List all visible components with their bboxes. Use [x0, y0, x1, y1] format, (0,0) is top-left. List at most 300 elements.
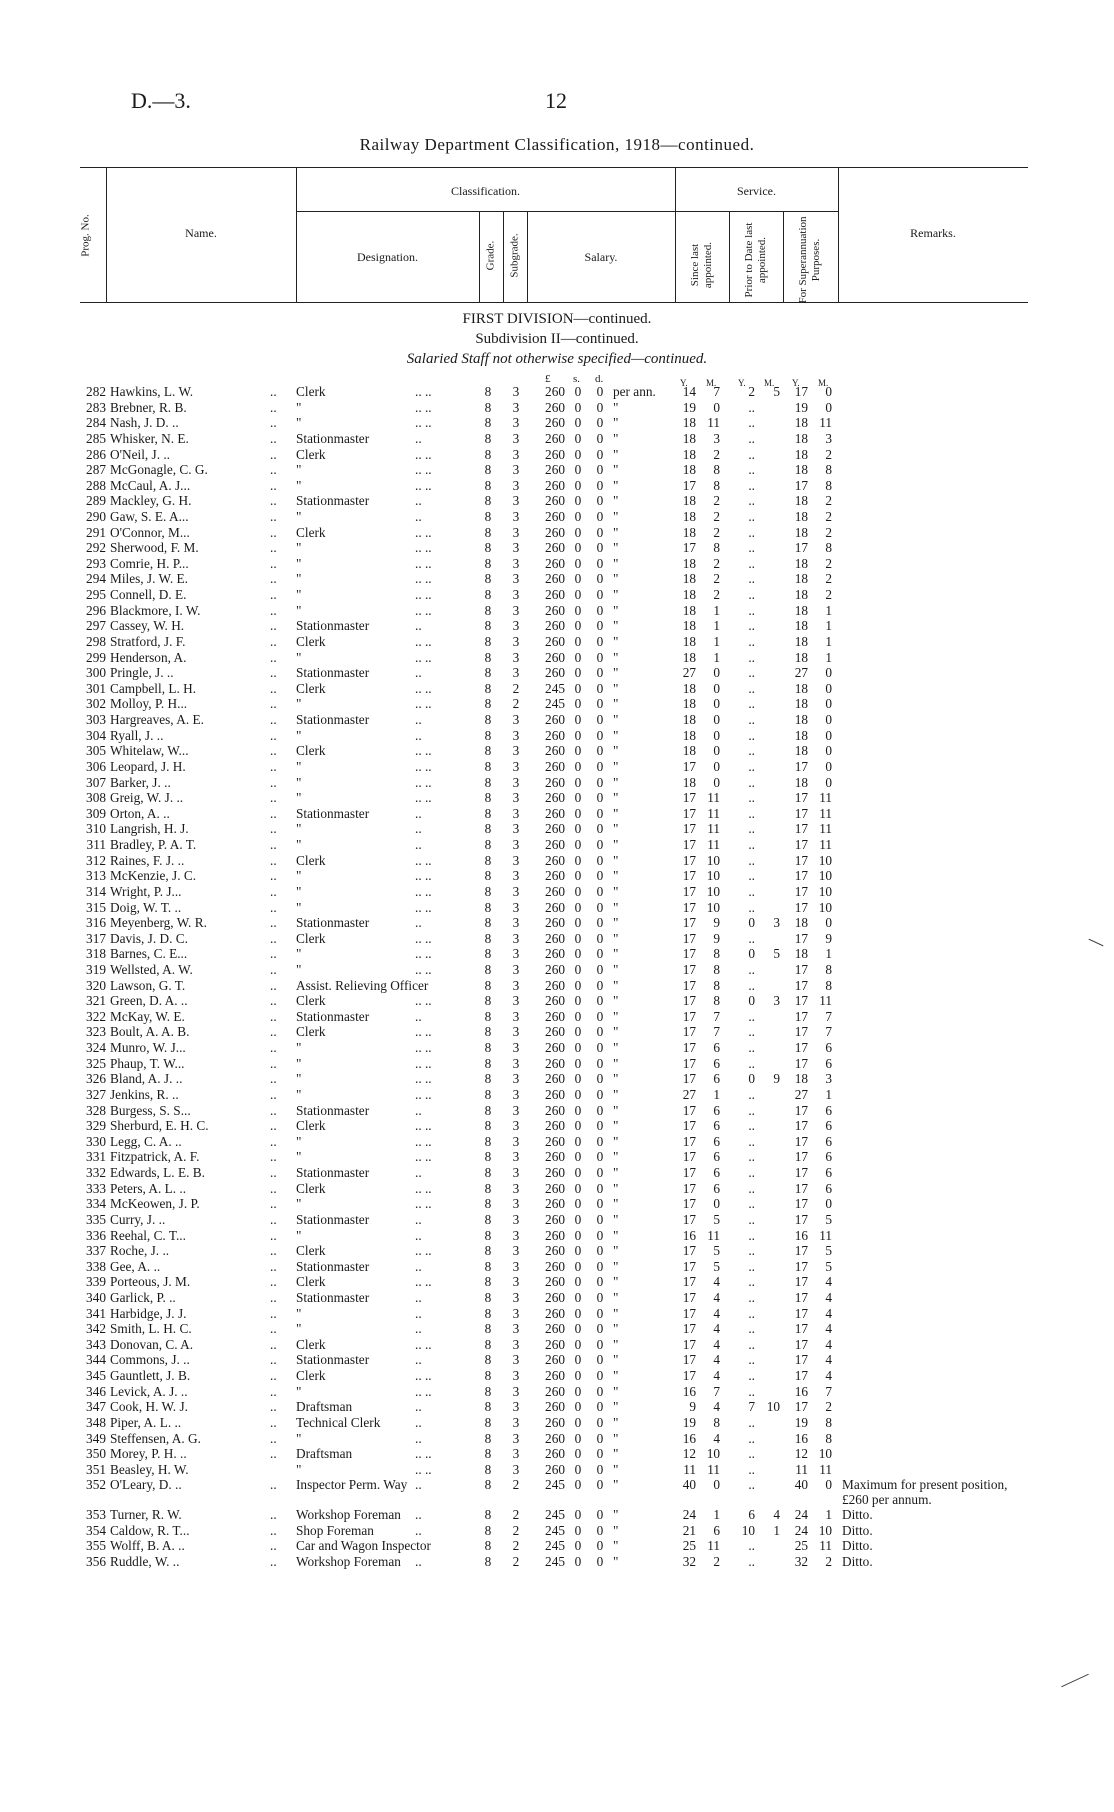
prog-no: 317 — [86, 930, 106, 946]
staff-name: Wolff, B. A. .. — [110, 1538, 185, 1554]
subgrade: 3 — [512, 415, 520, 431]
prog-no: 351 — [86, 1461, 106, 1477]
subgrade: 3 — [512, 1352, 520, 1368]
leader-dots: .. .. — [415, 587, 432, 603]
salary-period: " — [613, 1321, 619, 1337]
since-last-months: 2 — [713, 509, 720, 524]
prior-years: .. — [748, 1368, 755, 1384]
prior-years: .. — [748, 1227, 755, 1243]
prior-years: .. — [748, 587, 755, 603]
since-last-years: 18 — [682, 587, 696, 603]
subgrade: 3 — [512, 1368, 520, 1384]
salary-shillings: 0 — [574, 1149, 582, 1165]
salary-period: " — [613, 1461, 619, 1477]
salary-period: " — [613, 868, 619, 884]
designation: " — [296, 868, 302, 884]
leader-dots: .. .. — [415, 649, 432, 665]
header-subgrade: Subgrade. — [508, 233, 521, 278]
subgrade: 3 — [512, 540, 520, 556]
super-years: 17 — [794, 1118, 808, 1134]
table-row — [0, 1228, 1114, 1244]
table-row — [0, 1134, 1114, 1150]
staff-name: Fitzpatrick, A. F. — [110, 1149, 200, 1165]
salary-period: " — [613, 1196, 619, 1212]
subgrade: 3 — [512, 1243, 520, 1259]
super-months: 10 — [818, 883, 832, 899]
prog-no: 324 — [86, 1040, 106, 1055]
prior-years: .. — [748, 821, 755, 837]
subgrade: 3 — [512, 727, 520, 743]
salary-shillings: 0 — [574, 1102, 582, 1118]
leader-dots: .. — [270, 1538, 277, 1554]
leader-dots: .. .. — [415, 1118, 432, 1134]
prior-years: 2 — [748, 384, 755, 399]
leader-dots: .. .. — [415, 1196, 432, 1212]
salary-pence: 0 — [596, 680, 604, 696]
super-months: 2 — [825, 493, 832, 509]
salary-period: " — [613, 555, 619, 571]
leader-dots: .. — [270, 727, 277, 743]
since-last-months: 3 — [713, 430, 720, 446]
salary-pence: 0 — [596, 415, 604, 431]
salary-period: " — [613, 1024, 619, 1040]
salary-pence: 0 — [596, 1243, 604, 1259]
designation: " — [296, 415, 302, 431]
salary-pounds: 260 — [545, 837, 565, 852]
super-years: 18 — [794, 618, 808, 634]
designation: Car and Wagon Inspector — [296, 1538, 431, 1554]
designation: Clerk — [296, 1118, 326, 1134]
leader-dots: .. — [270, 977, 277, 993]
subgrade: 3 — [512, 712, 520, 727]
staff-name: Barnes, C. E... — [110, 946, 188, 962]
super-years: 16 — [794, 1383, 808, 1399]
salary-period: " — [613, 993, 619, 1009]
salary-shillings: 0 — [574, 1133, 582, 1149]
subgrade: 3 — [512, 1149, 520, 1165]
salary-period: " — [613, 540, 619, 556]
leader-dots: .. — [270, 1086, 277, 1102]
leader-dots: .. — [270, 821, 277, 837]
prog-no: 298 — [86, 633, 106, 649]
since-last-months: 1 — [713, 602, 720, 618]
since-last-months: 8 — [713, 1414, 720, 1430]
staff-name: Barker, J. .. — [110, 774, 171, 790]
salary-shillings: 0 — [574, 696, 582, 712]
leader-dots: .. — [270, 1149, 277, 1165]
since-last-months: 1 — [713, 1086, 720, 1102]
since-last-years: 17 — [682, 1321, 696, 1337]
salary-pence: 0 — [596, 1321, 604, 1337]
leader-dots: .. .. — [415, 774, 432, 790]
salary-pounds: 260 — [545, 1290, 565, 1305]
leader-dots: .. — [270, 696, 277, 712]
leader-dots: .. — [270, 774, 277, 790]
salary-period: " — [613, 1414, 619, 1430]
super-months: 0 — [825, 1477, 832, 1493]
designation: Stationmaster — [296, 712, 370, 727]
table-row — [0, 1118, 1114, 1134]
salary-shillings: 0 — [574, 946, 582, 962]
leader-dots: .. — [270, 946, 277, 962]
super-years: 17 — [794, 1165, 808, 1180]
salary-pounds: 245 — [545, 1538, 565, 1554]
since-last-months: 8 — [713, 946, 720, 962]
grade: 8 — [484, 509, 492, 524]
super-years: 17 — [794, 1243, 808, 1259]
table-row — [0, 618, 1114, 634]
designation: " — [296, 587, 302, 603]
designation: " — [296, 774, 302, 790]
since-last-months: 4 — [713, 1321, 720, 1337]
prior-years: .. — [748, 1430, 755, 1446]
staff-name: Piper, A. L. .. — [110, 1414, 182, 1430]
salary-pence: 0 — [596, 1507, 604, 1522]
prior-years: .. — [748, 1165, 755, 1180]
since-last-years: 19 — [682, 399, 696, 415]
subgrade: 3 — [512, 446, 520, 462]
since-last-months: 7 — [713, 1024, 720, 1040]
since-last-months: 10 — [706, 899, 720, 915]
salary-pence: 0 — [596, 1352, 604, 1368]
header-since-last-appointed: Since last appointed. — [689, 241, 714, 289]
super-months: 8 — [825, 977, 832, 993]
super-years: 18 — [794, 727, 808, 743]
since-last-years: 18 — [682, 509, 696, 524]
grade: 8 — [484, 852, 492, 868]
prior-years: .. — [748, 1352, 755, 1368]
prog-no: 295 — [86, 587, 106, 603]
salary-shillings: 0 — [574, 1008, 582, 1024]
staff-name: Campbell, L. H. — [110, 680, 197, 696]
prog-no: 284 — [86, 415, 106, 431]
since-last-months: 6 — [713, 1522, 720, 1538]
header-divider — [479, 211, 480, 302]
designation: " — [296, 837, 302, 852]
leader-dots: .. — [270, 1227, 277, 1243]
super-years: 17 — [794, 1055, 808, 1071]
salary-pence: 0 — [596, 868, 604, 884]
salary-shillings: 0 — [574, 1040, 582, 1055]
super-months: 1 — [825, 1507, 832, 1522]
super-years: 17 — [794, 1008, 808, 1024]
leader-dots: .. — [415, 1227, 422, 1243]
leader-dots: .. — [415, 1211, 422, 1227]
leader-dots: .. .. — [415, 1336, 432, 1352]
since-last-months: 4 — [713, 1430, 720, 1446]
super-years: 18 — [794, 430, 808, 446]
table-row — [0, 571, 1114, 587]
leader-dots: .. .. — [415, 868, 432, 884]
grade: 8 — [484, 1165, 492, 1180]
designation: " — [296, 649, 302, 665]
leader-dots: .. — [415, 1553, 422, 1569]
designation: " — [296, 540, 302, 556]
document-reference: D.—3. — [131, 88, 191, 113]
staff-name: Wright, P. J... — [110, 883, 182, 899]
prior-months: 3 — [773, 993, 780, 1009]
salary-pence: 0 — [596, 587, 604, 603]
subgrade: 2 — [512, 680, 520, 696]
super-years: 17 — [794, 883, 808, 899]
staff-name: Gee, A. .. — [110, 1258, 161, 1274]
salary-period: " — [613, 1336, 619, 1352]
staff-name: Henderson, A. — [110, 649, 187, 665]
salary-pence: 0 — [596, 977, 604, 993]
staff-name: Brebner, R. B. — [110, 399, 187, 415]
since-last-years: 18 — [682, 555, 696, 571]
leader-dots: .. — [270, 1196, 277, 1212]
salary-pounds: 260 — [545, 1305, 565, 1321]
since-last-months: 11 — [707, 821, 720, 837]
since-last-years: 27 — [682, 1086, 696, 1102]
super-years: 17 — [794, 790, 808, 806]
salary-period: " — [613, 1227, 619, 1243]
since-last-years: 18 — [682, 712, 696, 727]
salary-pounds: 260 — [545, 1040, 565, 1055]
leader-dots: .. — [270, 805, 277, 821]
super-years: 17 — [794, 1399, 808, 1415]
super-years: 19 — [794, 399, 808, 415]
since-last-months: 11 — [707, 1461, 720, 1477]
since-last-months: 4 — [713, 1290, 720, 1305]
subgrade: 3 — [512, 758, 520, 774]
salary-shillings: 0 — [574, 727, 582, 743]
subgrade: 3 — [512, 993, 520, 1009]
since-last-months: 6 — [713, 1102, 720, 1118]
salary-pounds: 260 — [545, 384, 565, 399]
header-remarks: Remarks. — [910, 226, 956, 240]
prior-years: .. — [748, 1211, 755, 1227]
leader-dots: .. — [270, 1446, 277, 1462]
prog-no: 350 — [86, 1446, 106, 1462]
since-last-years: 17 — [682, 1149, 696, 1165]
table-row — [0, 462, 1114, 478]
salary-pounds: 260 — [545, 555, 565, 571]
leader-dots: .. .. — [415, 1368, 432, 1384]
salary-pence: 0 — [596, 1414, 604, 1430]
salary-shillings: 0 — [574, 665, 582, 681]
prior-years: .. — [748, 665, 755, 681]
leader-dots: .. — [270, 1211, 277, 1227]
since-last-months: 0 — [713, 758, 720, 774]
staff-name: Whisker, N. E. — [110, 430, 189, 446]
grade: 8 — [484, 493, 492, 509]
salary-pence: 0 — [596, 649, 604, 665]
since-last-months: 0 — [713, 712, 720, 727]
staff-name: Levick, A. J. .. — [110, 1383, 188, 1399]
since-last-months: 11 — [707, 1538, 720, 1554]
salary-pence: 0 — [596, 821, 604, 837]
prior-years: .. — [748, 1321, 755, 1337]
leader-dots: .. — [270, 993, 277, 1009]
salary-pence: 0 — [596, 930, 604, 946]
salary-period: " — [613, 1008, 619, 1024]
table-row — [0, 1384, 1114, 1400]
salary-pounds: 260 — [545, 1258, 565, 1274]
prog-no: 316 — [86, 915, 106, 931]
table-row — [0, 556, 1114, 572]
grade: 8 — [484, 1118, 492, 1134]
salary-shillings: 0 — [574, 1118, 582, 1134]
salary-pence: 0 — [596, 446, 604, 462]
staff-name: Burgess, S. S... — [110, 1102, 191, 1118]
leader-dots: .. — [415, 727, 422, 743]
designation: " — [296, 883, 302, 899]
salary-pounds: 260 — [545, 1321, 565, 1337]
since-last-months: 8 — [713, 462, 720, 478]
subgrade: 3 — [512, 1446, 520, 1462]
since-last-years: 17 — [682, 758, 696, 774]
table-row — [0, 1431, 1114, 1447]
staff-name: Curry, J. .. — [110, 1211, 166, 1227]
staff-name: Lawson, G. T. — [110, 977, 186, 993]
salary-pounds: 260 — [545, 633, 565, 649]
salary-period: " — [613, 961, 619, 977]
super-months: 6 — [825, 1118, 832, 1134]
prog-no: 293 — [86, 555, 106, 571]
prog-no: 304 — [86, 727, 106, 743]
since-last-months: 4 — [713, 1399, 720, 1415]
salary-period: " — [613, 1305, 619, 1321]
prior-years: .. — [748, 868, 755, 884]
leader-dots: .. — [415, 509, 422, 524]
salary-pounds: 260 — [545, 727, 565, 743]
grade: 8 — [484, 446, 492, 462]
leader-dots: .. .. — [415, 899, 432, 915]
grade: 8 — [484, 571, 492, 587]
designation: Clerk — [296, 384, 326, 399]
designation: Stationmaster — [296, 1211, 370, 1227]
salary-period: " — [613, 946, 619, 962]
designation: " — [296, 946, 302, 962]
prog-no: 322 — [86, 1008, 106, 1024]
salary-pence: 0 — [596, 1149, 604, 1165]
salary-shillings: 0 — [574, 821, 582, 837]
staff-name: Bland, A. J. .. — [110, 1071, 183, 1087]
since-last-years: 17 — [682, 1336, 696, 1352]
staff-name: Jenkins, R. .. — [110, 1086, 179, 1102]
salary-pounds: 260 — [545, 946, 565, 962]
since-last-years: 19 — [682, 1414, 696, 1430]
prog-no: 286 — [86, 446, 106, 462]
prog-no: 314 — [86, 883, 106, 899]
since-last-years: 18 — [682, 774, 696, 790]
prior-years: .. — [748, 1055, 755, 1071]
salary-pounds: 260 — [545, 415, 565, 431]
since-last-months: 0 — [713, 743, 720, 759]
leader-dots: .. — [270, 930, 277, 946]
salary-pounds: 260 — [545, 1368, 565, 1384]
table-row — [0, 1337, 1114, 1353]
subgrade: 3 — [512, 633, 520, 649]
leader-dots: .. — [270, 852, 277, 868]
prior-years: .. — [748, 758, 755, 774]
super-months: 0 — [825, 680, 832, 696]
salary-pounds: 260 — [545, 1055, 565, 1071]
prog-no: 290 — [86, 509, 106, 524]
super-years: 17 — [794, 837, 808, 852]
grade: 8 — [484, 774, 492, 790]
salary-shillings: 0 — [574, 1165, 582, 1180]
subgrade: 3 — [512, 868, 520, 884]
salary-pence: 0 — [596, 1211, 604, 1227]
prior-years: .. — [748, 883, 755, 899]
staff-name: Green, D. A. .. — [110, 993, 188, 1009]
salary-pounds: 260 — [545, 477, 565, 493]
salary-shillings: 0 — [574, 1553, 582, 1569]
salary-period: " — [613, 1243, 619, 1259]
super-years: 17 — [794, 961, 808, 977]
grade: 8 — [484, 384, 492, 399]
prior-years: .. — [748, 509, 755, 524]
grade: 8 — [484, 1071, 492, 1087]
grade: 8 — [484, 1430, 492, 1446]
subgrade: 3 — [512, 743, 520, 759]
table-row — [0, 1538, 1114, 1554]
salary-shillings: 0 — [574, 540, 582, 556]
prog-no: 326 — [86, 1071, 106, 1087]
prior-years: .. — [748, 571, 755, 587]
table-row — [0, 884, 1114, 900]
salary-pounds: 260 — [545, 821, 565, 837]
subgrade: 3 — [512, 618, 520, 634]
salary-shillings: 0 — [574, 1180, 582, 1196]
subgrade: 3 — [512, 1414, 520, 1430]
staff-name: O'Neil, J. .. — [110, 446, 171, 462]
designation: Stationmaster — [296, 665, 370, 681]
designation: Draftsman — [296, 1399, 353, 1415]
salary-pounds: 260 — [545, 1024, 565, 1040]
since-last-years: 17 — [682, 1243, 696, 1259]
salary-pounds: 260 — [545, 1227, 565, 1243]
since-last-years: 17 — [682, 1352, 696, 1368]
super-months: 0 — [825, 915, 832, 931]
prog-no: 347 — [86, 1399, 106, 1415]
since-last-months: 4 — [713, 1336, 720, 1352]
since-last-years: 17 — [682, 915, 696, 931]
leader-dots: .. — [270, 1055, 277, 1071]
leader-dots: .. — [270, 618, 277, 634]
super-months: 11 — [819, 790, 832, 806]
since-last-years: 17 — [682, 1165, 696, 1180]
super-years: 12 — [794, 1446, 808, 1462]
salary-shillings: 0 — [574, 868, 582, 884]
subgrade: 3 — [512, 1055, 520, 1071]
salary-shillings: 0 — [574, 399, 582, 415]
prior-years: .. — [748, 805, 755, 821]
salary-pence: 0 — [596, 758, 604, 774]
since-last-months: 7 — [713, 1383, 720, 1399]
salary-period: " — [613, 430, 619, 446]
prog-no: 330 — [86, 1133, 106, 1149]
super-years: 17 — [794, 930, 808, 946]
staff-name: Stratford, J. F. — [110, 633, 186, 649]
salary-pounds: 260 — [545, 1383, 565, 1399]
leader-dots: .. — [270, 587, 277, 603]
since-last-months: 4 — [713, 1368, 720, 1384]
since-last-months: 8 — [713, 961, 720, 977]
salary-period: " — [613, 493, 619, 509]
super-years: 17 — [794, 1305, 808, 1321]
grade: 8 — [484, 821, 492, 837]
salary-pence: 0 — [596, 618, 604, 634]
salary-period: " — [613, 837, 619, 852]
designation: Clerk — [296, 1368, 326, 1384]
table-row — [0, 1071, 1114, 1087]
table-row — [0, 931, 1114, 947]
salary-shillings: 0 — [574, 961, 582, 977]
